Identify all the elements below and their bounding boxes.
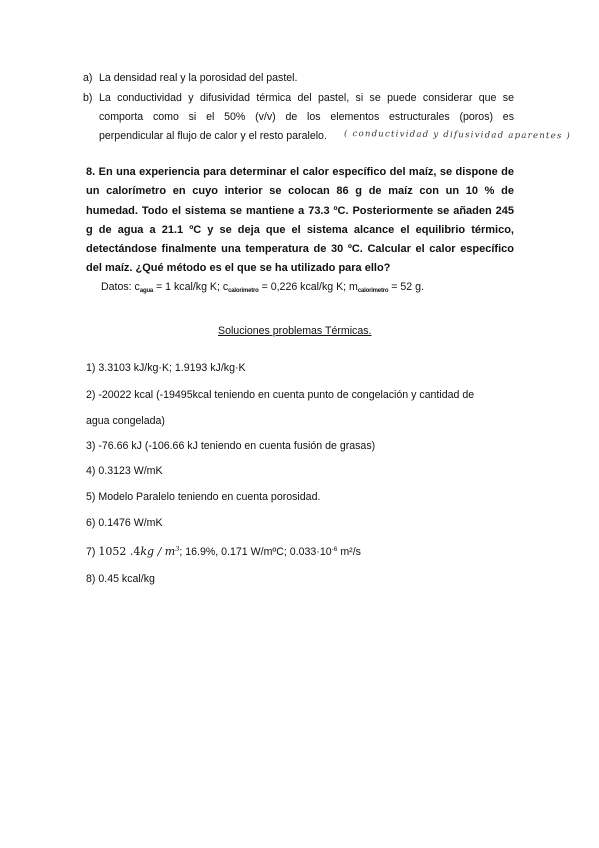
solution-2: 2) -20022 kcal (-19495kcal teniendo en cuenta punto de congelación y cantidad de — [86, 389, 475, 401]
problem-8-line-6: del maíz. ¿Qué método es el que se ha utilizado para ello? — [86, 262, 391, 274]
solution-8: 8) 0.45 kcal/kg — [86, 573, 155, 585]
problem-8-datos: Datos: $c_{agua} = 1$ kcal/kg K; $c_{calorimetro} = 0,226$ kcal/kg K; $m_{calorimetro} = 52$ g. — [101, 281, 424, 294]
handwritten-note: ( conductividad y difusividad aparentes ) — [343, 129, 572, 142]
problem-8-line-3: humedad. Todo el sistema se mantiene a 73.3 ºC. Posteriormente se añaden 245 — [86, 205, 514, 217]
solution-7-density-formula: 1052 $.4kg / m^3$ — [98, 545, 180, 558]
problem-8-line-1: 8. En una experiencia para determinar el calor específico del maíz, se dispone de — [86, 166, 514, 178]
item-b-line-1: La conductividad y difusividad térmica del pastel, si se puede considerar que se — [99, 92, 514, 104]
solution-4: 4) 0.3123 W/mK — [86, 465, 163, 477]
solution-7: 7) 1052 $.4kg / m^3$; 16.9%, 0.171 W/mºC; $0.033\cdot 10^{-6}$ m²/s — [86, 545, 361, 558]
solution-1: 1) 3.3103 kJ/kg·K; 1.9193 kJ/kg·K — [86, 362, 246, 374]
item-b-line-3: perpendicular al flujo de calor y el resto paralelo. — [99, 130, 327, 142]
problem-8-line-5: detectándose finalmente una temperatura de 30 ºC. Calcular el calor específico — [86, 243, 514, 255]
solution-2-cont: agua congelada) — [86, 415, 165, 427]
item-a-text: La densidad real y la porosidad del pastel. — [99, 72, 298, 84]
solution-6: 6) 0.1476 W/mK — [86, 517, 163, 529]
problem-8-line-4: g de agua a 21.1 ºC y se deja que el sistema alcance el equilibrio térmico, — [86, 224, 514, 236]
problem-8-line-2: un calorímetro en cuyo interior se colocan 86 g de maíz con un 10 % de — [86, 185, 514, 197]
item-b-marker: b) — [83, 92, 93, 104]
solution-3: 3) -76.66 kJ (-106.66 kJ teniendo en cuenta fusión de grasas) — [86, 440, 376, 452]
item-b-line-2: comporta como si el 50% (v/v) de los elementos estructurales (poros) es — [99, 111, 514, 123]
item-a-marker: a) — [83, 72, 93, 84]
solution-5: 5) Modelo Paralelo teniendo en cuenta porosidad. — [86, 491, 321, 503]
solutions-title: Soluciones problemas Térmicas. — [218, 325, 372, 337]
